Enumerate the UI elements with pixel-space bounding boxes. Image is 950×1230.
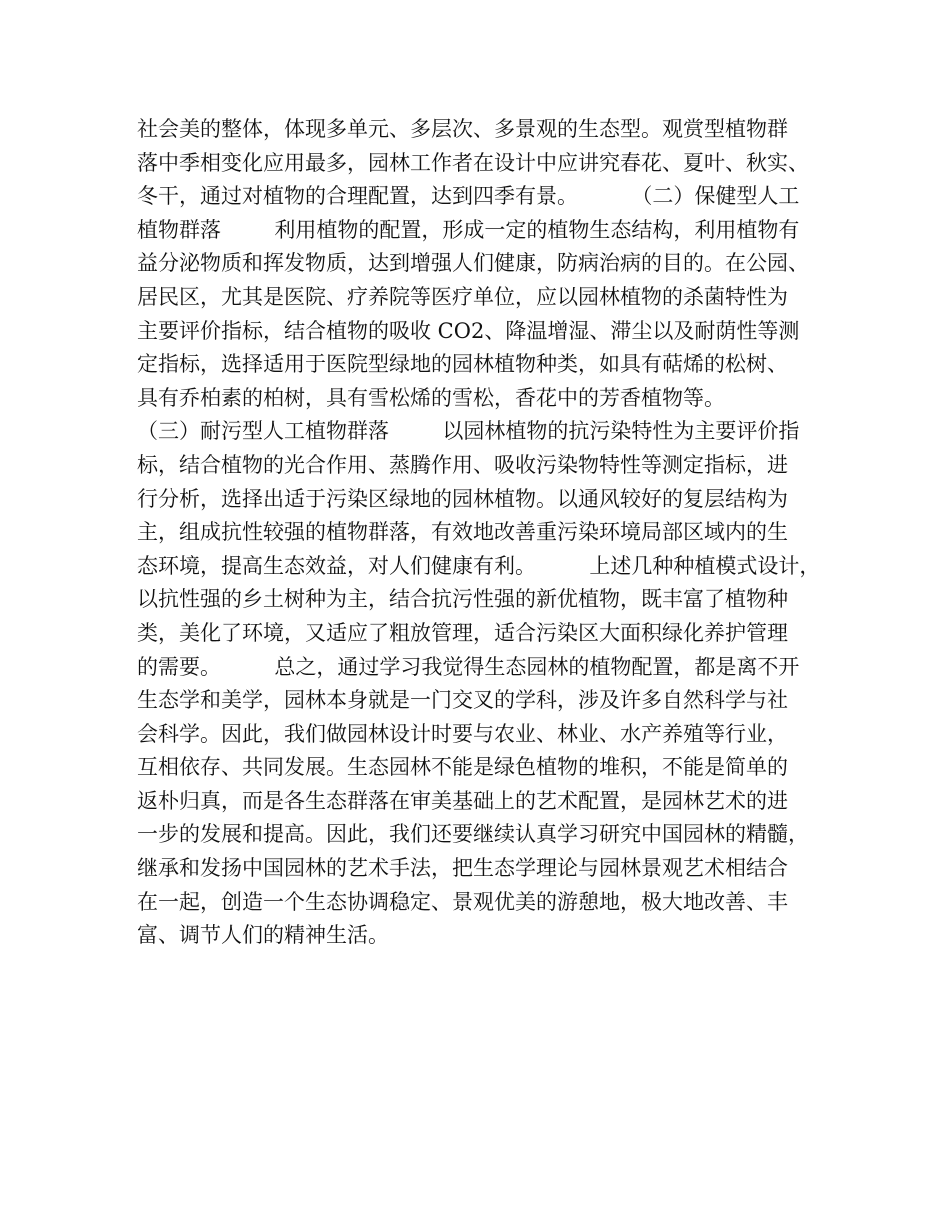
text-line: 互相依存、共同发展。生态园林不能是绿色植物的堆积，不能是简单的 bbox=[137, 755, 788, 780]
text-line: 植物群落 利用植物的配置，形成一定的植物生态结构，利用植物有 bbox=[137, 217, 800, 242]
body-text bbox=[137, 113, 827, 953]
text-line: 标，结合植物的光合作用、蒸腾作用、吸收污染物特性等测定指标，进 bbox=[137, 452, 788, 477]
text-line: 的需要。 总之，通过学习我觉得生态园林的植物配置，都是离不开 bbox=[137, 654, 800, 679]
text-line: 主，组成抗性较强的植物群落，有效地改善重污染环境局部区域内的生 bbox=[137, 520, 788, 545]
text-line: 行分析，选择出适于污染区绿地的园林植物。以通风较好的复层结构为 bbox=[137, 486, 788, 511]
text-line: 态环境，提高生态效益，对人们健康有利。 上述几种种植模式设计， bbox=[137, 553, 821, 578]
text-line: 以抗性强的乡土树种为主，结合抗污性强的新优植物，既丰富了植物种 bbox=[137, 587, 788, 612]
text-line: 定指标，选择适用于医院型绿地的园林植物种类，如具有萜烯的松树、 bbox=[137, 352, 788, 377]
text-line: 落中季相变化应用最多，园林工作者在设计中应讲究春花、夏叶、秋实、 bbox=[137, 150, 809, 175]
text-line: （三）耐污型人工植物群落 以园林植物的抗污染特性为主要评价指 bbox=[137, 419, 800, 444]
text-line: 继承和发扬中国园林的艺术手法，把生态学理论与园林景观艺术相结合 bbox=[137, 856, 788, 881]
text-line: 益分泌物质和挥发物质，达到增强人们健康，防病治病的目的。在公园、 bbox=[137, 251, 809, 276]
text-line: 居民区，尤其是医院、疗养院等医疗单位，应以园林植物的杀菌特性为 bbox=[137, 284, 788, 309]
text-line: 类，美化了环境，又适应了粗放管理，适合污染区大面积绿化养护管理 bbox=[137, 620, 788, 645]
text-line: 会科学。因此，我们做园林设计时要与农业、林业、水产养殖等行业， bbox=[137, 721, 788, 746]
text-line: 主要评价指标，结合植物的吸收 CO2、降温增湿、滞尘以及耐荫性等测 bbox=[137, 318, 800, 343]
text-line: 社会美的整体，体现多单元、多层次、多景观的生态型。观赏型植物群 bbox=[137, 117, 788, 141]
text-line: 返朴归真，而是各生态群落在审美基础上的艺术配置，是园林艺术的进 bbox=[137, 788, 788, 813]
text-line: 具有乔柏素的柏树，具有雪松烯的雪松，香花中的芳香植物等。 bbox=[137, 385, 725, 410]
text-line: 生态学和美学，园林本身就是一门交叉的学科，涉及许多自然科学与社 bbox=[137, 688, 788, 713]
text-line: 一步的发展和提高。因此，我们还要继续认真学习研究中国园林的精髓， bbox=[137, 822, 809, 847]
text-line: 在一起，创造一个生态协调稳定、景观优美的游憩地，极大地改善、丰 bbox=[137, 889, 788, 914]
text-line: 冬干，通过对植物的合理配置，达到四季有景。 （二）保健型人工 bbox=[137, 184, 800, 209]
text-line: 富、调节人们的精神生活。 bbox=[137, 923, 389, 948]
